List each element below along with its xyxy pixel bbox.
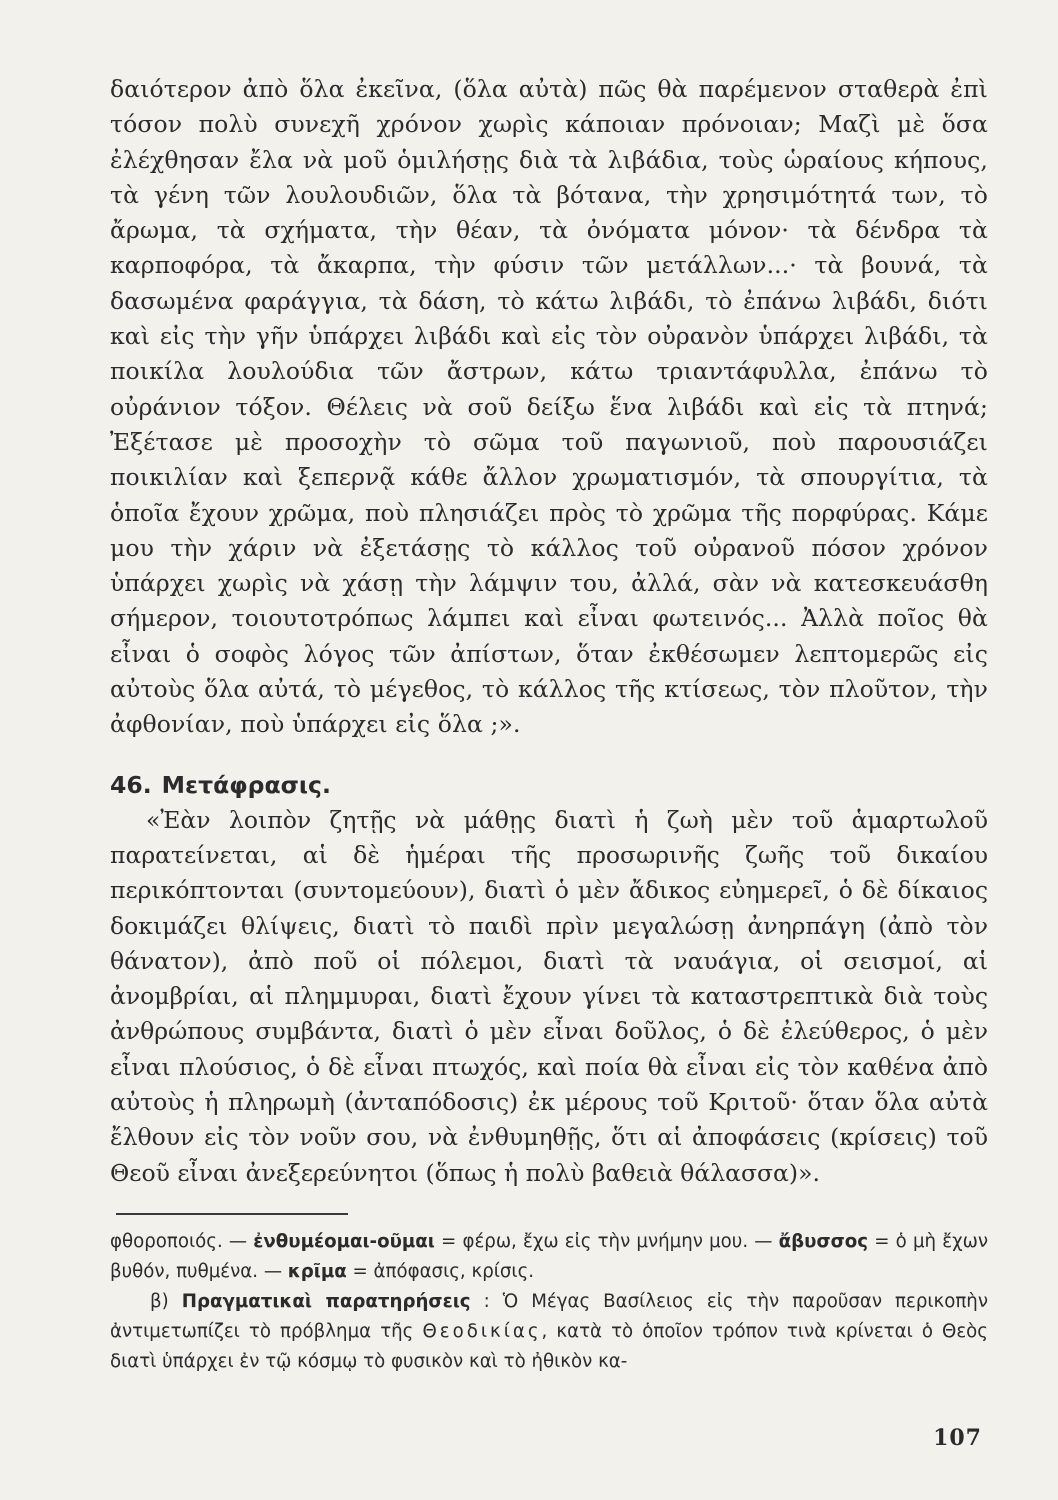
factual-remarks-note xyxy=(110,1287,988,1377)
note-text: β) xyxy=(150,1290,182,1312)
glossary-term: ἄβυσσος xyxy=(778,1230,869,1252)
note-text: = ἀπόφασις, κρίσις. xyxy=(346,1260,535,1282)
translation-text xyxy=(110,803,988,1191)
glossary-term: ἐνθυμέομαι-οῦμαι xyxy=(253,1230,435,1252)
spaced-term: Θεοδικίας xyxy=(422,1320,542,1342)
body-paragraph: δαιότερον ἀπὸ ὅλα ἐκεῖνα, (ὅλα αὐτὰ) πῶς θὰ παρέμενον σταθερὰ ἐπὶ τόσον πολὺ συνεχῆ χρόνον χωρὶς κάποιαν πρόνοιαν; Μαζὶ μὲ ὅσα ἐλέχθησαν ἔλα νὰ μοῦ ὁμιλήσῃς διὰ τὰ λιβάδια, τοὺς ὡραίους κήπους, τὰ γένη τῶν λουλουδιῶν, ὅλα τὰ βότανα, τὴν χρησιμότητά των, τὸ ἄρωμα, τὰ σχήματα, τὴν θέαν, τὰ ὀνόματα μόνον· τὰ δένδρα τὰ καρποφόρα, τὰ ἄκαρπα, τὴν φύσιν τῶν μετάλλων...· τὰ βουνά, τὰ δασωμένα φαράγγια, τὰ δάση, τὸ κάτω λιβάδι, τὸ ἐπάνω λιβάδι, διότι καὶ εἰς τὴν γῆν ὑπάρχει λιβάδι καὶ εἰς τὸν οὐρανὸν ὑπάρχει λιβάδι, τὰ ποικίλα λουλούδια τῶν ἄστρων, κάτω τριαντάφυλλα, ἐπάνω τὸ οὐράνιον τόξον. Θέλεις νὰ σοῦ δείξω ἕνα λιβάδι καὶ εἰς τὰ πτηνά; Ἐξέτασε μὲ προσοχὴν τὸ σῶμα τοῦ παγωνιοῦ, ποὺ παρουσιάζει ποικιλίαν καὶ ξεπερνᾷ κάθε ἄλλον χρωματισμόν, τὰ σπουργίτια, τὰ ὁποῖα ἔχουν χρῶμα, ποὺ πλησιάζει πρὸς τὸ χρῶμα τῆς πορφύρας. Κάμε μου τὴν χάριν νὰ ἐξετάσῃς τὸ κάλλος τοῦ οὐρανοῦ πόσον χρόνον ὑπάρχει χωρὶς νὰ χάσῃ τὴν λάμψιν του, ἀλλά, σὰν νὰ κατεσκευάσθη σήμερον, τοιουτοτρόπως λάμπει καὶ εἶναι φωτεινός... Ἀλλὰ ποῖος θὰ εἶναι ὁ σοφὸς λόγος τῶν ἀπίστων, ὅταν ἐκθέσωμεν λεπτομερῶς εἰς αὐτοὺς ὅλα αὐτά, τὸ μέγεθος, τὸ κάλλος τῆς κτίσεως, τὸν πλοῦτον, τὴν ἀφθονίαν, ποὺ ὑπάρχει εἰς ὅλα ;». xyxy=(110,75,988,739)
note-heading: Πραγματικαὶ παρατηρήσεις xyxy=(181,1290,471,1312)
section-heading xyxy=(110,767,988,803)
note-text: : Ὁ Μέγας Βασίλειος εἰς τὴν παροῦσαν περικοπὴν ἀντιμετωπίζει τὸ πρόβλημα τῆς xyxy=(110,1290,988,1342)
note-text: = φέρω, ἔχω εἰς τὴν μνήμην μου. — xyxy=(434,1230,779,1252)
note-text: , κατὰ τὸ ὁποῖον τρόπον τινὰ κρίνεται ὁ Θεὸς διατὶ ὑπάρχει ἐν τῷ κόσμῳ τὸ φυσικὸν καὶ τὸ ἠθικὸν κα- xyxy=(110,1320,988,1372)
translation-paragraph: «Ἐὰν λοιπὸν ζητῇς νὰ μάθῃς διατὶ ἡ ζωὴ μὲν τοῦ ἁμαρτωλοῦ παρατείνεται, αἱ δὲ ἡμέραι τῆς προσωρινῆς ζωῆς τοῦ δικαίου περικόπτονται (συντομεύουν), διατὶ ὁ μὲν ἄδικος εὐημερεῖ, ὁ δὲ δίκαιος δοκιμάζει θλίψεις, διατὶ τὸ παιδὶ πρὶν μεγαλώσῃ ἀνηρπάγη (ἀπὸ τὸν θάνατον), ἀπὸ ποῦ οἱ πόλεμοι, διατὶ τὰ ναυάγια, οἱ σεισμοί, αἱ ἀνομβρίαι, αἱ πλημμυραι, διατὶ ἔχουν γίνει τὰ καταστρεπτικὰ διὰ τοὺς ἀνθρώπους συμβάντα, διατὶ ὁ μὲν εἶναι δοῦλος, ὁ δὲ ἐλεύθερος, ὁ μὲν εἶναι πλούσιος, ὁ δὲ εἶναι πτωχός, καὶ ποία θὰ εἶναι εἰς τὸν καθένα ἀπὸ αὐτοὺς ἡ πληρωμὴ (ἀνταπόδοσις) ἐκ μέρους τοῦ Κριτοῦ· ὅταν ὅλα αὐτὰ ἔλθουν εἰς τὸν νοῦν σου, νὰ ἐνθυμηθῇς, ὅτι αἱ ἀποφάσεις (κρίσεις) τοῦ Θεοῦ εἶναι ἀνεξερεύνητοι (ὅπως ἡ πολὺ βαθειὰ θάλασσα)». xyxy=(110,805,988,1187)
section-title: Μετάφρασις. xyxy=(161,770,331,799)
note-text: φθοροποιός. — xyxy=(110,1230,254,1252)
glossary-note xyxy=(110,1227,988,1287)
footnote-divider xyxy=(116,1213,348,1215)
main-text xyxy=(110,72,988,743)
glossary-term: κρῖμα xyxy=(287,1260,347,1282)
footnotes xyxy=(110,1227,988,1377)
page-number: 107 xyxy=(933,1425,982,1451)
section-number: 46. xyxy=(110,770,152,799)
note-text: = ὁ μὴ ἔχων βυθόν, πυθμένα. — xyxy=(110,1230,988,1282)
